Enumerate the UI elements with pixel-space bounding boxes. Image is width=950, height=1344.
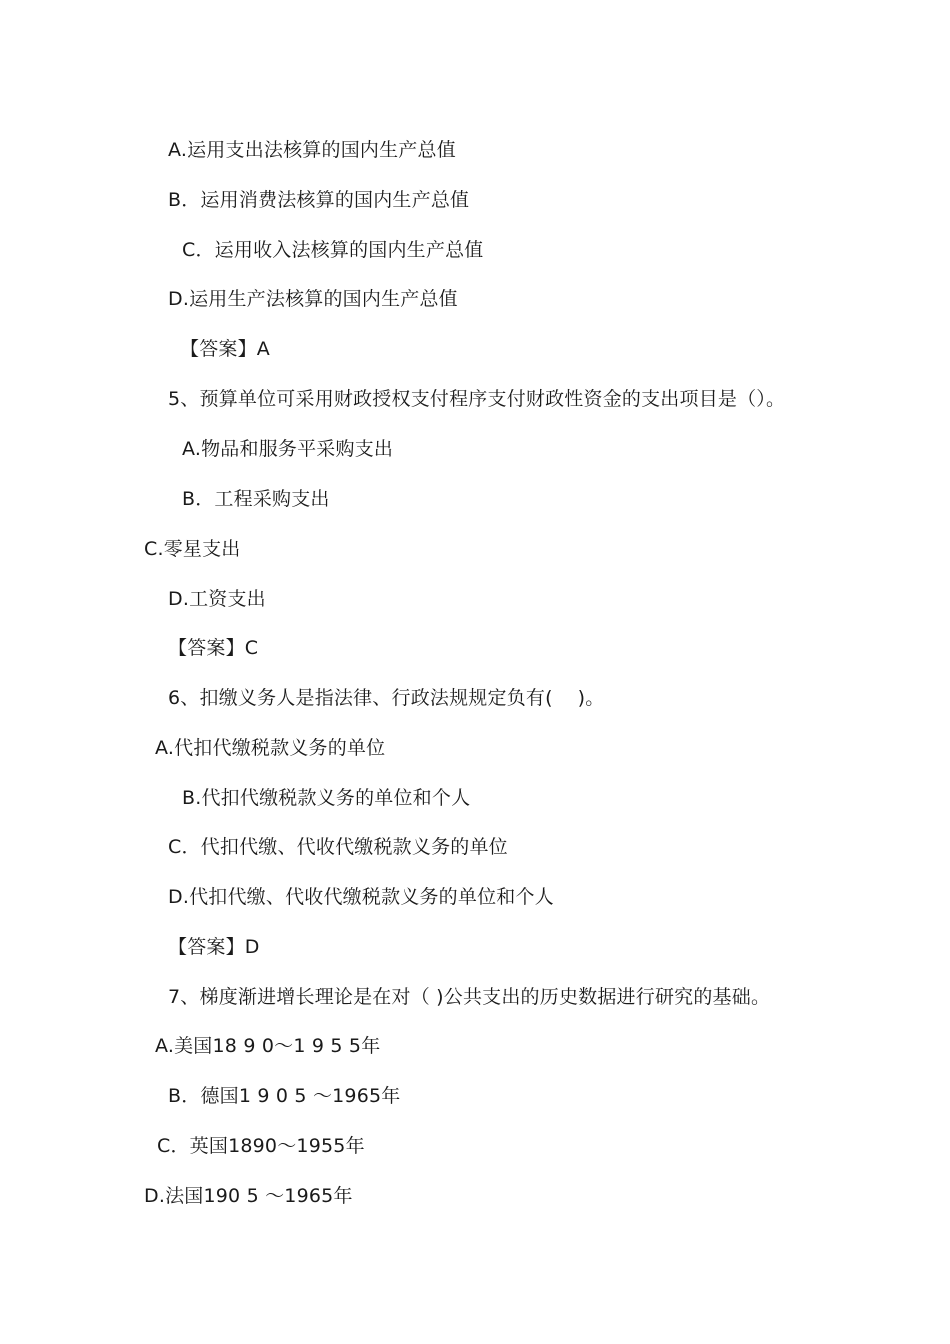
question-7: 7、梯度渐进增长理论是在对（ )公共支出的历史数据进行研究的基础。 xyxy=(168,986,771,1008)
option-5c: C.零星支出 xyxy=(144,538,241,560)
answer-6: 【答案】D xyxy=(168,936,260,958)
answer-5: 【答案】C xyxy=(168,637,259,659)
option-6c: C．代扣代缴、代收代缴税款义务的单位 xyxy=(168,836,508,858)
question-5: 5、预算单位可采用财政授权支付程序支付财政性资金的支出项目是（）。 xyxy=(168,388,786,410)
option-6d: D.代扣代缴、代收代缴税款义务的单位和个人 xyxy=(168,886,554,908)
option-5b: B．工程采购支出 xyxy=(182,488,330,510)
option-6a: A.代扣代缴税款义务的单位 xyxy=(155,737,386,759)
option-4d: D.运用生产法核算的国内生产总值 xyxy=(168,288,458,310)
option-7b: B．德国1 9 0 5 ～1965年 xyxy=(168,1085,401,1107)
option-7a: A.美国18 9 0～1 9 5 5年 xyxy=(155,1035,381,1057)
option-5d: D.工资支出 xyxy=(168,588,266,610)
question-6: 6、扣缴义务人是指法律、行政法规规定负有( )。 xyxy=(168,687,605,709)
option-6b: B.代扣代缴税款义务的单位和个人 xyxy=(182,787,471,809)
option-7d: D.法国190 5 ～1965年 xyxy=(144,1185,353,1207)
option-5a: A.物品和服务平采购支出 xyxy=(182,438,394,460)
option-4c: C．运用收入法核算的国内生产总值 xyxy=(182,239,484,261)
option-4b: B．运用消费法核算的国内生产总值 xyxy=(168,189,470,211)
option-4a: A.运用支出法核算的国内生产总值 xyxy=(168,139,456,161)
option-7c: C．英国1890～1955年 xyxy=(157,1135,365,1157)
answer-4: 【答案】A xyxy=(180,338,270,360)
